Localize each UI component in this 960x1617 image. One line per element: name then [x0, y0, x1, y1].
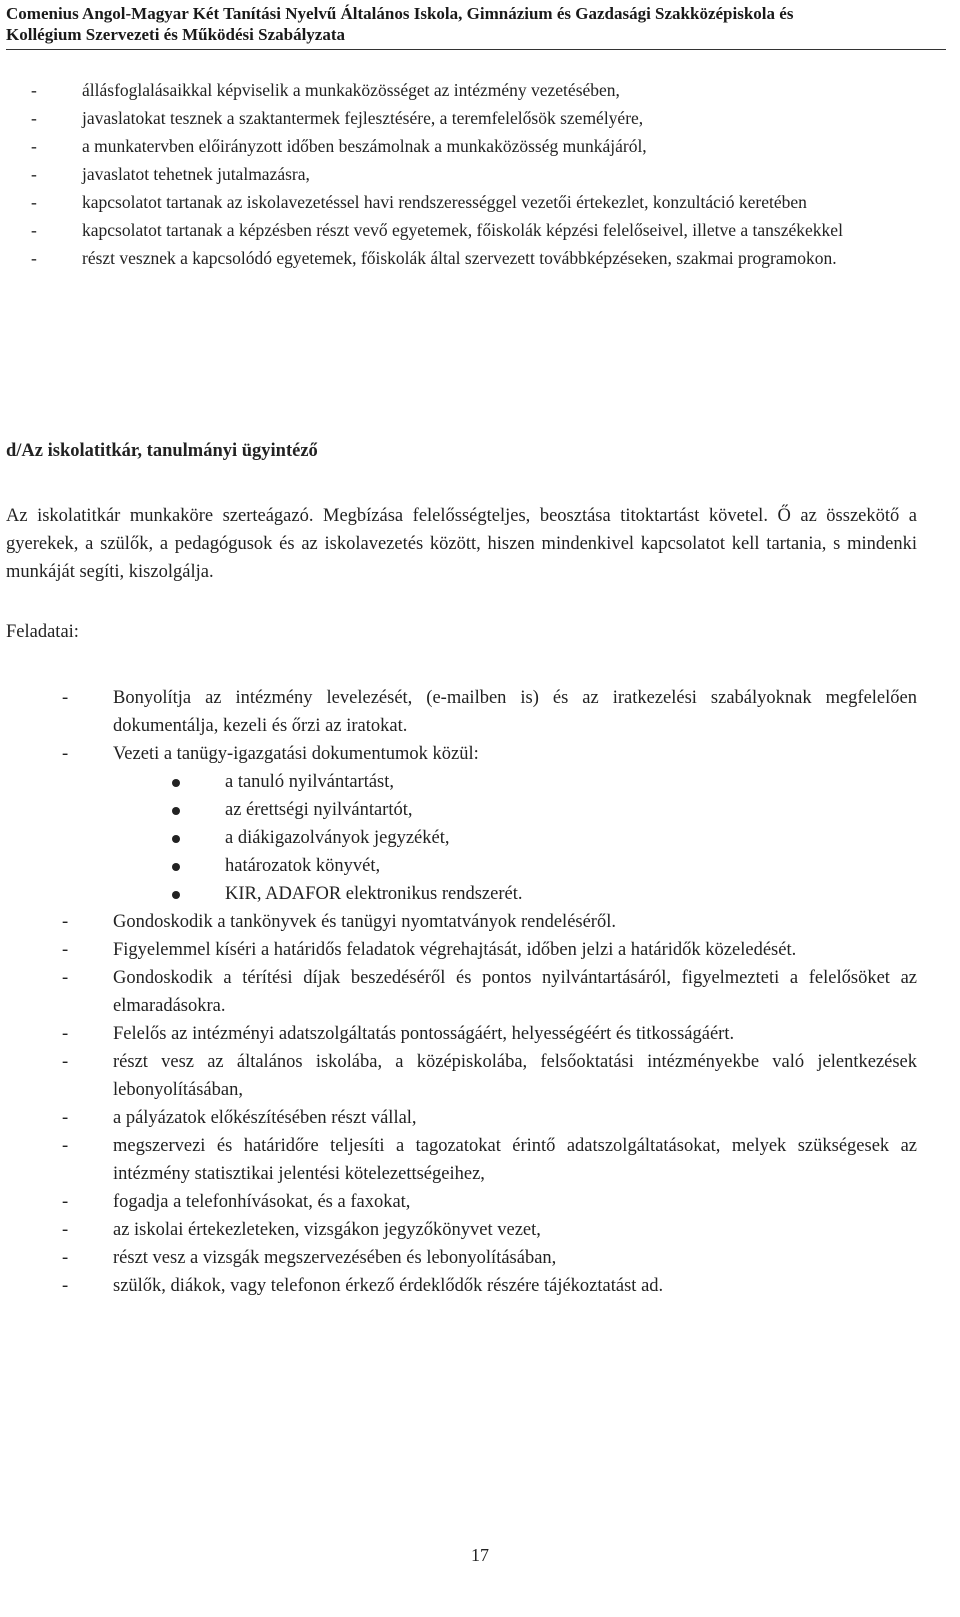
- section-intro-paragraph: Az iskolatitkár munkaköre szerteágazó. Megbízása felelősségteljes, beosztása titoktartást követel. Ő az összekötő a gyerekek, a szülők, a pedagógusok és az iskolavezetés között, hiszen mindenkivel kapcsolatot kell tartania, s mindenki munkáját segíti, kiszolgálja.: [6, 506, 917, 582]
- task-item: [62, 740, 917, 908]
- list-dash-marker: -: [31, 248, 37, 268]
- list-dash-marker: -: [62, 688, 69, 708]
- subitem-text: a tanuló nyilvántartást,: [225, 772, 395, 792]
- list-item-text: kapcsolatot tartanak a képzésben részt vevő egyetemek, főiskolák képzési felelőseivel, illetve a tanszékekkel: [82, 220, 843, 240]
- list-dash-marker: -: [62, 744, 69, 764]
- document-subitem: [168, 880, 917, 908]
- bullet-icon: [172, 863, 180, 871]
- list-item-text: javaslatokat tesznek a szaktantermek fejlesztésére, a teremfelelősök személyére,: [82, 108, 644, 128]
- task-item: [62, 908, 917, 936]
- list-dash-marker: -: [62, 1136, 69, 1156]
- list-item-text: a munkatervben előirányzott időben beszámolnak a munkaközösség munkájáról,: [82, 136, 647, 156]
- subitem-text: határozatok könyvét,: [225, 856, 381, 876]
- list-item-text: részt vesznek a kapcsolódó egyetemek, főiskolák által szervezett továbbképzéseken, szakmai programokon.: [82, 248, 837, 268]
- list-item-text: javaslatot tehetnek jutalmazásra,: [82, 164, 310, 184]
- list-item-text: fogadja a telefonhívásokat, és a faxokat,: [113, 1192, 411, 1212]
- list-item: [31, 216, 917, 244]
- task-item: [62, 964, 917, 1020]
- list-dash-marker: -: [31, 108, 37, 128]
- list-item-text: állásfoglalásaikkal képviselik a munkaközösséget az intézmény vezetésében,: [82, 80, 620, 100]
- list-dash-marker: -: [62, 1108, 69, 1128]
- task-item: [62, 1104, 917, 1132]
- list-item-text: megszervezi és határidőre teljesíti a tagozatokat érintő adatszolgáltatásokat, melyek szükségesek az intézmény statisztikai jelentési kötelezettségeihez,: [113, 1136, 917, 1184]
- list-dash-marker: -: [62, 1192, 69, 1212]
- list-item-text: Gondoskodik a térítési díjak beszedéséről és pontos nyilvántartásáról, figyelmezteti a felelősöket az elmaradásokra.: [113, 968, 917, 1016]
- list-dash-marker: -: [62, 1052, 69, 1072]
- list-item-text: részt vesz a vizsgák megszervezésében és lebonyolításában,: [113, 1248, 557, 1268]
- bullet-icon: [172, 891, 180, 899]
- list-item-text: Vezeti a tanügy-igazgatási dokumentumok közül:: [113, 744, 479, 764]
- tasks-heading: Feladatai:: [6, 622, 79, 642]
- task-item: [62, 936, 917, 964]
- document-subitem: [168, 852, 917, 880]
- document-header: [6, 3, 946, 50]
- bullet-icon: [172, 807, 180, 815]
- list-dash-marker: -: [62, 912, 69, 932]
- header-line-1: Comenius Angol-Magyar Két Tanítási Nyelvű Általános Iskola, Gimnázium és Gazdasági Szakközépiskola és: [6, 4, 794, 23]
- task-item: [62, 1020, 917, 1048]
- list-dash-marker: -: [31, 220, 37, 240]
- list-item-text: Felelős az intézményi adatszolgáltatás pontosságáért, helyességéért és titkosságáért.: [113, 1024, 735, 1044]
- list-item: [31, 132, 917, 160]
- list-item: [31, 244, 917, 272]
- task-item: [62, 1244, 917, 1272]
- list-item-text: Gondoskodik a tankönyvek és tanügyi nyomtatványok rendeléséről.: [113, 912, 616, 932]
- subitem-text: KIR, ADAFOR elektronikus rendszerét.: [225, 884, 523, 904]
- list-item-text: kapcsolatot tartanak az iskolavezetéssel havi rendszerességgel vezetői értekezlet, konzultáció keretében: [82, 192, 807, 212]
- list-dash-marker: -: [31, 136, 37, 156]
- document-subitem: [168, 768, 917, 796]
- header-line-2: Kollégium Szervezeti és Működési Szabályzata: [6, 25, 346, 44]
- bullet-icon: [172, 835, 180, 843]
- list-item-text: Figyelemmel kíséri a határidős feladatok végrehajtását, időben jelzi a határidők közeledését.: [113, 940, 797, 960]
- tasks-list: [62, 684, 917, 1300]
- task-item: [62, 1048, 917, 1104]
- list-item-text: az iskolai értekezleteken, vizsgákon jegyzőkönyvet vezet,: [113, 1220, 541, 1240]
- list-dash-marker: -: [62, 1248, 69, 1268]
- task-item: [62, 1272, 917, 1300]
- bullet-icon: [172, 779, 180, 787]
- document-subitem: [168, 824, 917, 852]
- page-number: 17: [471, 1545, 489, 1565]
- list-dash-marker: -: [31, 80, 37, 100]
- subitem-text: az érettségi nyilvántartót,: [225, 800, 413, 820]
- list-dash-marker: -: [62, 1024, 69, 1044]
- subitem-text: a diákigazolványok jegyzékét,: [225, 828, 450, 848]
- task-item: [62, 1216, 917, 1244]
- list-item: [31, 160, 917, 188]
- list-item: [31, 76, 917, 104]
- task-item: [62, 1132, 917, 1188]
- task-item: [62, 684, 917, 740]
- list-dash-marker: -: [62, 1220, 69, 1240]
- list-item: [31, 104, 917, 132]
- list-item-text: szülők, diákok, vagy telefonon érkező érdeklődők részére tájékoztatást ad.: [113, 1276, 664, 1296]
- list-item-text: a pályázatok előkészítésében részt vállal,: [113, 1108, 417, 1128]
- list-item-text: Bonyolítja az intézmény levelezését, (e-mailben is) és az iratkezelési szabályoknak megfelelően dokumentálja, kezeli és őrzi az iratokat.: [113, 688, 917, 736]
- list-dash-marker: -: [31, 192, 37, 212]
- list-item: [31, 188, 917, 216]
- list-dash-marker: -: [62, 1276, 69, 1296]
- section-title: d/Az iskolatitkár, tanulmányi ügyintéző: [6, 441, 318, 461]
- list-dash-marker: -: [62, 968, 69, 988]
- task-item: [62, 1188, 917, 1216]
- document-sublist: [168, 768, 917, 908]
- list-dash-marker: -: [31, 164, 37, 184]
- list-item-text: részt vesz az általános iskolába, a középiskolába, felsőoktatási intézményekbe való jelentkezések lebonyolításában,: [113, 1052, 917, 1100]
- document-subitem: [168, 796, 917, 824]
- list-dash-marker: -: [62, 940, 69, 960]
- responsibilities-list: [31, 76, 917, 272]
